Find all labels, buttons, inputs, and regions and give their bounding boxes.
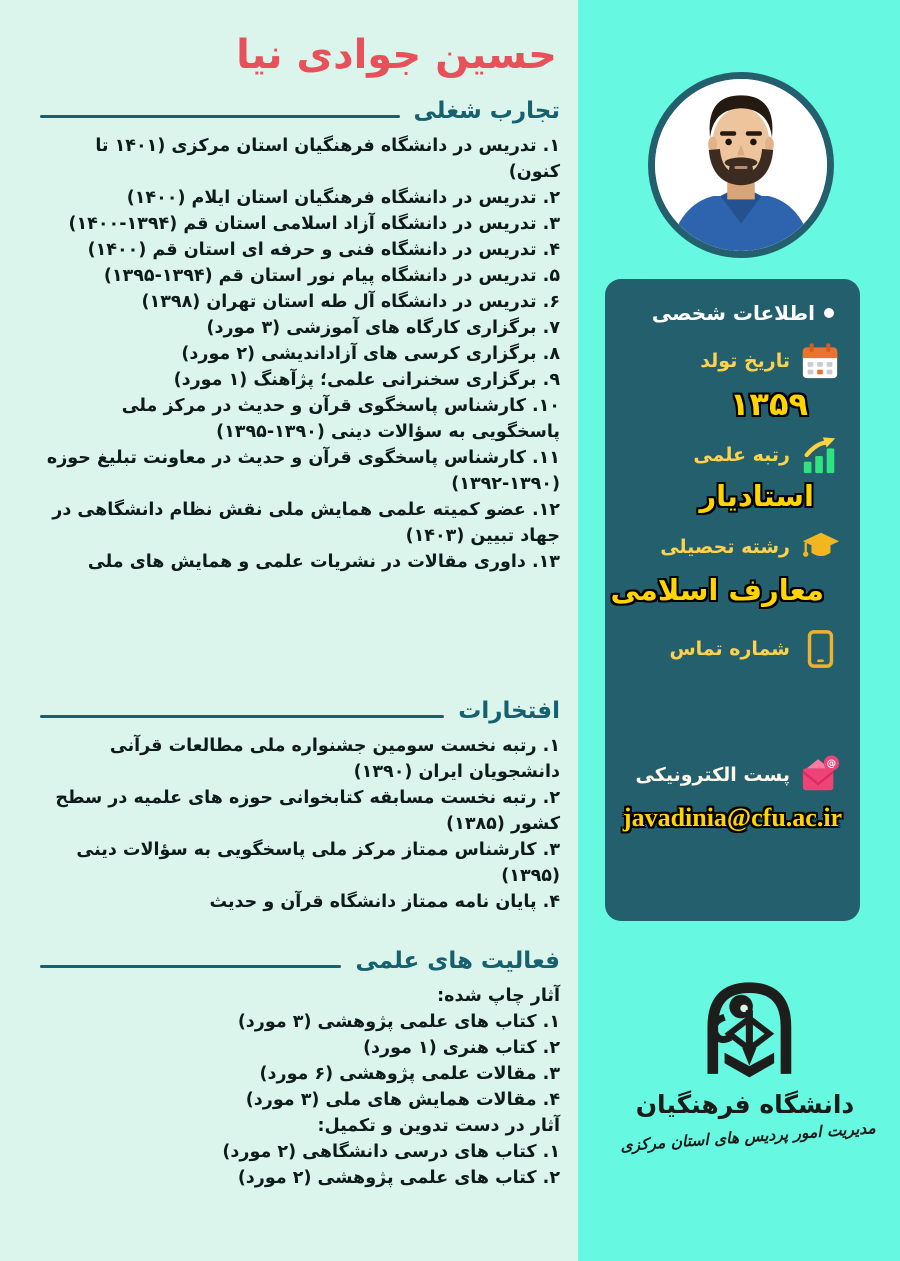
rank-row	[693, 435, 840, 475]
list-item: ۱۳. داوری مقالات در نشریات علمی و همایش های ملی	[87, 552, 560, 572]
section-header	[40, 698, 560, 724]
list-item: ۲. رتبه نخست مسابقه کتابخوانی حوزه های علمیه در سطح کشور (۱۳۸۵)	[55, 788, 560, 834]
rank-value: استادیار	[699, 479, 814, 513]
list-item: ۷. برگزاری کارگاه های آموزشی (۳ مورد)	[206, 318, 560, 338]
section-header	[40, 948, 560, 974]
list-item: ۳. کارشناس ممتاز مرکز ملی پاسخگویی به سؤالات دینی (۱۳۹۵)	[76, 840, 560, 886]
divider-line	[40, 715, 444, 718]
phone-row	[669, 629, 840, 669]
email-row	[636, 755, 840, 795]
university-emblem-icon	[688, 970, 806, 1088]
chart-icon	[800, 435, 840, 475]
university-name: دانشگاه فرهنگیان	[635, 1090, 855, 1119]
list-item: ۱. کتاب های علمی پژوهشی (۳ مورد)	[237, 1012, 560, 1032]
list-item: ۳. تدریس در دانشگاه آزاد اسلامی استان قم (۱۳۹۴-۱۴۰۰)	[68, 214, 560, 234]
list-item: ۲. کتاب هنری (۱ مورد)	[363, 1038, 560, 1058]
birth-date-row	[700, 341, 840, 381]
email-label: پست الکترونیکی	[635, 764, 790, 786]
list-item: ۲. کتاب های علمی پژوهشی (۲ مورد)	[237, 1168, 560, 1188]
section-title-honors: افتخارات	[458, 698, 560, 724]
section-title-experience: تجارب شغلی	[413, 98, 560, 124]
honors-list	[40, 733, 560, 915]
email-value[interactable]: javadinia@cfu.ac.ir	[622, 803, 843, 832]
experience-list	[40, 133, 560, 575]
list-item: ۲. تدریس در دانشگاه فرهنگیان استان ایلام (۱۴۰۰)	[126, 188, 560, 208]
list-item: ۵. تدریس در دانشگاه پیام نور استان قم (۱۳۹۴-۱۳۹۵)	[103, 266, 560, 286]
section-activities	[40, 948, 560, 1191]
list-item: ۴. پایان نامه ممتاز دانشگاه قرآن و حدیث	[209, 892, 560, 912]
list-item: ۸. برگزاری کرسی های آزاداندیشی (۲ مورد)	[181, 344, 560, 364]
list-item: ۳. مقالات علمی پژوهشی (۶ مورد)	[259, 1064, 560, 1084]
divider-line	[40, 965, 341, 968]
major-row	[660, 527, 840, 567]
list-item: ۱۰. کارشناس پاسخگوی قرآن و حدیث در مرکز ملی پاسخگویی به سؤالات دینی (۱۳۹۰-۱۳۹۵)	[121, 396, 560, 442]
birth-date-value: ۱۳۵۹	[729, 385, 808, 423]
phone-icon	[800, 629, 840, 669]
university-subtitle: مدیریت امور پردیس های استان مرکزی	[619, 1119, 877, 1155]
in-progress-list	[40, 1139, 560, 1191]
sidebar-card	[605, 279, 860, 921]
published-list	[40, 1009, 560, 1113]
list-item: ۴. تدریس در دانشگاه فنی و حرفه ای استان قم (۱۴۰۰)	[87, 240, 560, 260]
calendar-icon	[800, 341, 840, 381]
birth-date-label: تاریخ تولد	[700, 350, 790, 372]
avatar-illustration	[655, 79, 827, 251]
personal-info-title-text: اطلاعات شخصی	[651, 301, 815, 325]
major-label: رشته تحصیلی	[660, 536, 790, 558]
list-item: ۱. تدریس در دانشگاه فرهنگیان استان مرکزی (۱۴۰۱ تا کنون)	[95, 136, 560, 182]
list-item: ۹. برگزاری سخنرانی علمی؛ پژآهنگ (۱ مورد)	[173, 370, 560, 390]
profile-photo	[648, 72, 834, 258]
envelope-icon	[800, 755, 840, 795]
section-header	[40, 98, 560, 124]
major-value: معارف اسلامی	[610, 573, 824, 607]
person-name: حسین جوادی نیا	[236, 32, 557, 78]
list-item: ۱۱. کارشناس پاسخگوی قرآن و حدیث در معاونت تبلیغ حوزه (۱۳۹۰-۱۳۹۲)	[46, 448, 560, 494]
section-title-activities: فعالیت های علمی	[355, 948, 560, 974]
personal-info-title	[652, 301, 834, 325]
phone-label: شماره تماس	[669, 638, 790, 660]
group-heading: آثار در دست تدوین و تکمیل:	[317, 1116, 560, 1136]
section-experience	[40, 98, 560, 575]
list-item: ۱. رتبه نخست سومین جشنواره ملی مطالعات قرآنی دانشجویان ایران (۱۳۹۰)	[109, 736, 560, 782]
svg-text:@: @	[826, 758, 837, 770]
graduation-cap-icon	[800, 527, 840, 567]
list-item: ۱. کتاب های درسی دانشگاهی (۲ مورد)	[222, 1142, 560, 1162]
list-item: ۴. مقالات همایش های ملی (۳ مورد)	[245, 1090, 560, 1110]
section-honors	[40, 698, 560, 915]
bullet-icon	[824, 308, 834, 318]
activities-published	[40, 983, 560, 1191]
group-heading: آثار چاپ شده:	[437, 986, 560, 1006]
list-item: ۶. تدریس در دانشگاه آل طه استان تهران (۱۳۹۸)	[141, 292, 560, 312]
list-item: ۱۲. عضو کمیته علمی همایش ملی نقش نظام دانشگاهی در جهاد تبیین (۱۴۰۳)	[52, 500, 560, 546]
divider-line	[40, 115, 400, 118]
rank-label: رتبه علمی	[693, 444, 790, 466]
